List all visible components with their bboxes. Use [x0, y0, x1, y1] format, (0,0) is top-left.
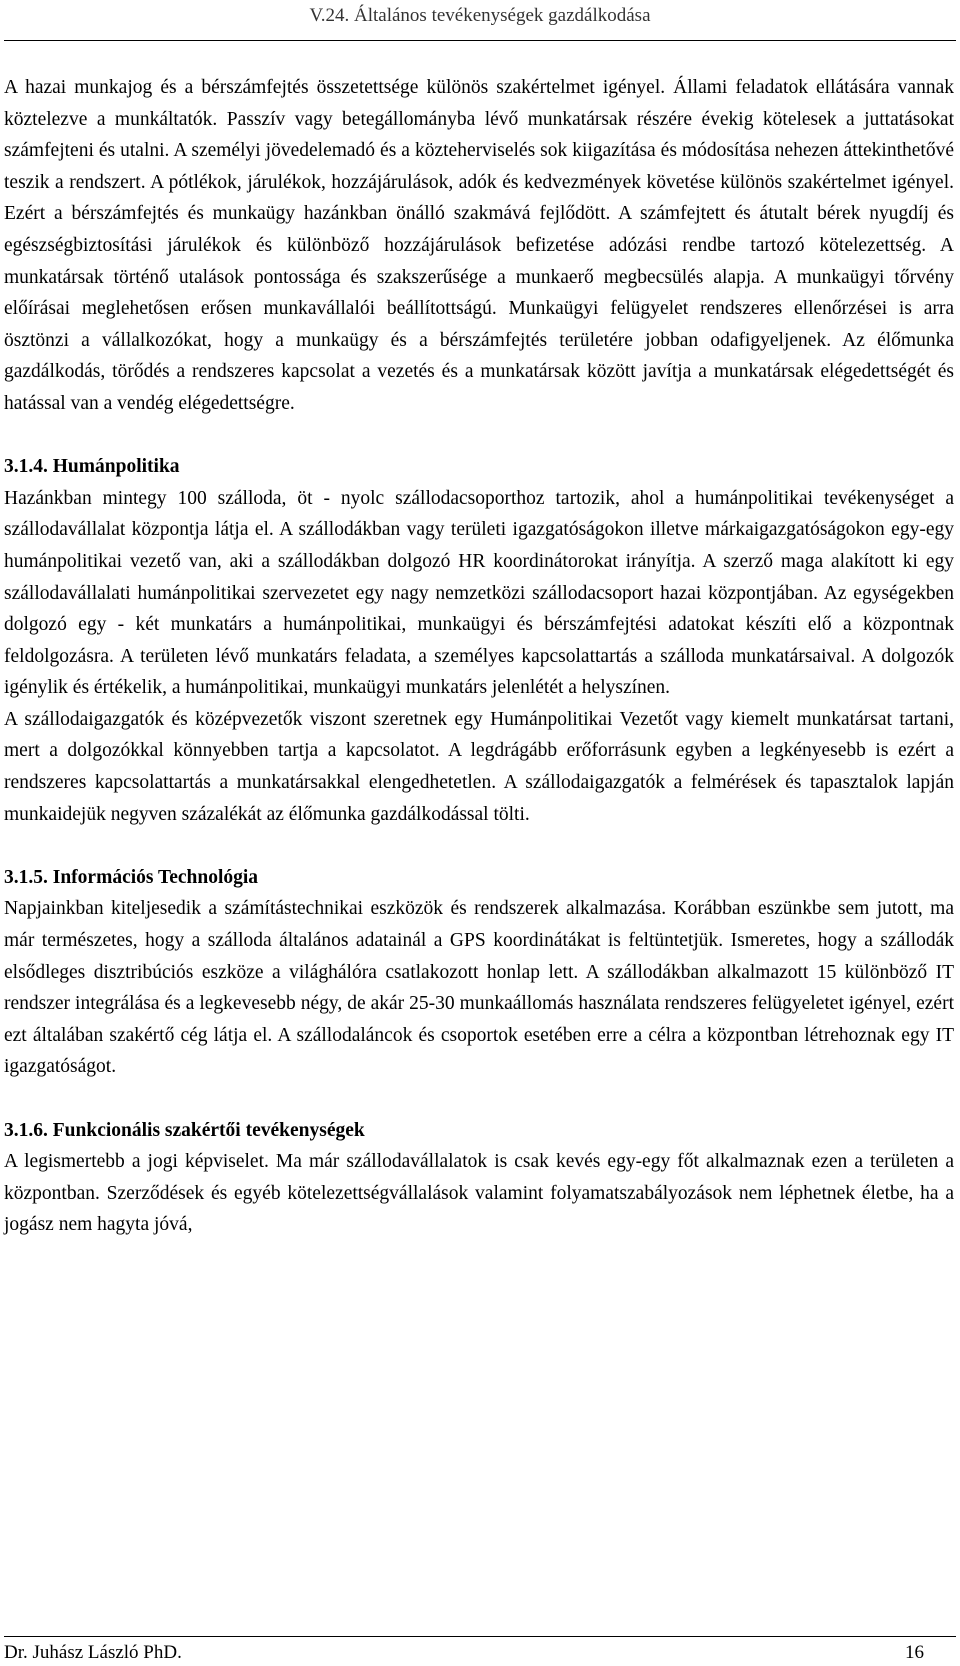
running-header: V.24. Általános tevékenységek gazdálkodása [309, 5, 651, 26]
intro-paragraph: A hazai munkajog és a bérszámfejtés összetettsége különös szakértelmet igényel. Állami feladatok ellátására vannak köztelezve a munkáltatók. Passzív vagy betegállományba lévő munkatársak részére évekig kötelesek a juttatásokat számfejteni és utalni. A személyi jövedelemadó és a közteherviselés sok kiigazítása és módosítása nehezen áttekinthetővé teszik a rendszert. A pótlékok, járulékok, hozzájárulások, adók és kedvezmények követése különös szakértelmet igényel. Ezért a bérszámfejtés és munkaügy hazánkban önálló szakmává fejlődött. A számfejtett és átutalt bérek nyugdíj és egészségbiztosítási járulékok és különböző hozzájárulások befizetése adózási rendbe tartozó kötelezettség. A munkatársak történő utalások pontossága és szakszerűsége a munkaerő megbecsülés alapja. A munkaügyi tőrvény előírásai meglehetősen erősen munkavállalói beállítottságú. Munkaügyi felügyelet rendszeres ellenőrzései is arra ösztönzi a vállalkozókat, hogy a munkaügy és a bérszámfejtés területére jobban odafigyeljenek. Az élőmunka gazdálkodás, törődés a rendszeres kapcsolat a vezetés és a munkatársak között javítja a munkatársak elégedettségét és hatással van a vendég elégedettségre. [4, 77, 954, 414]
footer-author: Dr. Juhász László PhD. [4, 1642, 182, 1663]
section-paragraph: A szállodaigazgatók és középvezetők viszont szeretnek egy Humánpolitikai Vezetőt vagy kiemelt munkatársat tartani, mert a dolgozókkal könnyebben tartja a kapcsolatot. A legdrágább erőforrásunk egyben a legkényesebb is ezért a rendszeres kapcsolattartás a munkatársakkal elengedhetetlen. A szállodaigazgatók a felmérések és tapasztalok lapján munkaidejük negyven százalékát az élőmunka gazdálkodással tölti. [4, 708, 954, 825]
section-paragraph: A legismertebb a jogi képviselet. Ma már szállodavállalatok is csak kevés egy-egy főt alkalmaznak ezen a területen a központban. Szerződések és egyéb kötelezettségvállalások valamint folyamatszabályozások nem léphetnek életbe, ha a jogász nem hagyta jóvá, [4, 1151, 954, 1236]
section-number: 3.1.5. [4, 866, 48, 888]
section-heading-informacios-technologia [4, 862, 954, 894]
section-paragraph: Napjainkban kiteljesedik a számítástechnikai eszközök és rendszerek alkalmazása. Korábban eszünkbe sem jutott, ma már természetes, hogy a szálloda általános adatainál a GPS koordinátákat is feltüntetjük. Ismeretes, hogy a szállodák elsődleges disztribúciós eszköze a világhálóra csatlakozott honlap lett. A szállodákban alkalmazott 15 különböző IT rendszer integrálása és a legkevesebb négy, de akár 25-30 munkaállomás használata rendszeres felügyeletet igényel, ezért ezt általában szakértő cég látja el. A szállodaláncok és csoportok esetében erre a célra a központban létrehoznak egy IT igazgatóságot. [4, 898, 954, 1078]
section-heading-humanpolitika [4, 451, 954, 483]
section-spacer [4, 1083, 954, 1115]
section-number: 3.1.6. [4, 1119, 48, 1141]
footer-divider [4, 1636, 956, 1637]
section-paragraph: Hazánkban mintegy 100 szálloda, öt - nyolc szállodacsoporthoz tartozik, ahol a humánpolitikai tevékenységet a szállodavállalat központja látja el. A szállodákban vagy területi igazgatóságokon illetve márkaigazgatóságokon egy-egy humánpolitikai vezető van, aki a szállodákban dolgozó HR koordinátorokat irányítja. A szerző maga alakított ki egy szállodavállalati humánpolitikai szervezetet egy nagy nemzetközi szállodacsoport hazai központjában. Az egységekben dolgozó egy - két munkatárs a humánpolitikai, munkaügyi és bérszámfejtési adatokat készíti elő a központnak feldolgozásra. A területen lévő munkatárs feladata, a személyes kapcsolattartás a szálloda munkatársaival. A dolgozók igénylik és értékelik, a humánpolitikai, munkaügyi munkatárs jelenlétét a helyszínen. [4, 487, 954, 699]
page-number: 16 [905, 1642, 924, 1663]
page-content [4, 72, 954, 1241]
section-spacer [4, 830, 954, 862]
section-number: 3.1.4. [4, 456, 48, 478]
header-divider [4, 40, 956, 41]
section-title: Funkcionális szakértői tevékenységek [52, 1119, 365, 1141]
section-title: Információs Technológia [52, 866, 259, 888]
section-spacer [4, 420, 954, 452]
section-heading-funkcionalis [4, 1115, 954, 1147]
section-title: Humánpolitika [52, 456, 180, 478]
